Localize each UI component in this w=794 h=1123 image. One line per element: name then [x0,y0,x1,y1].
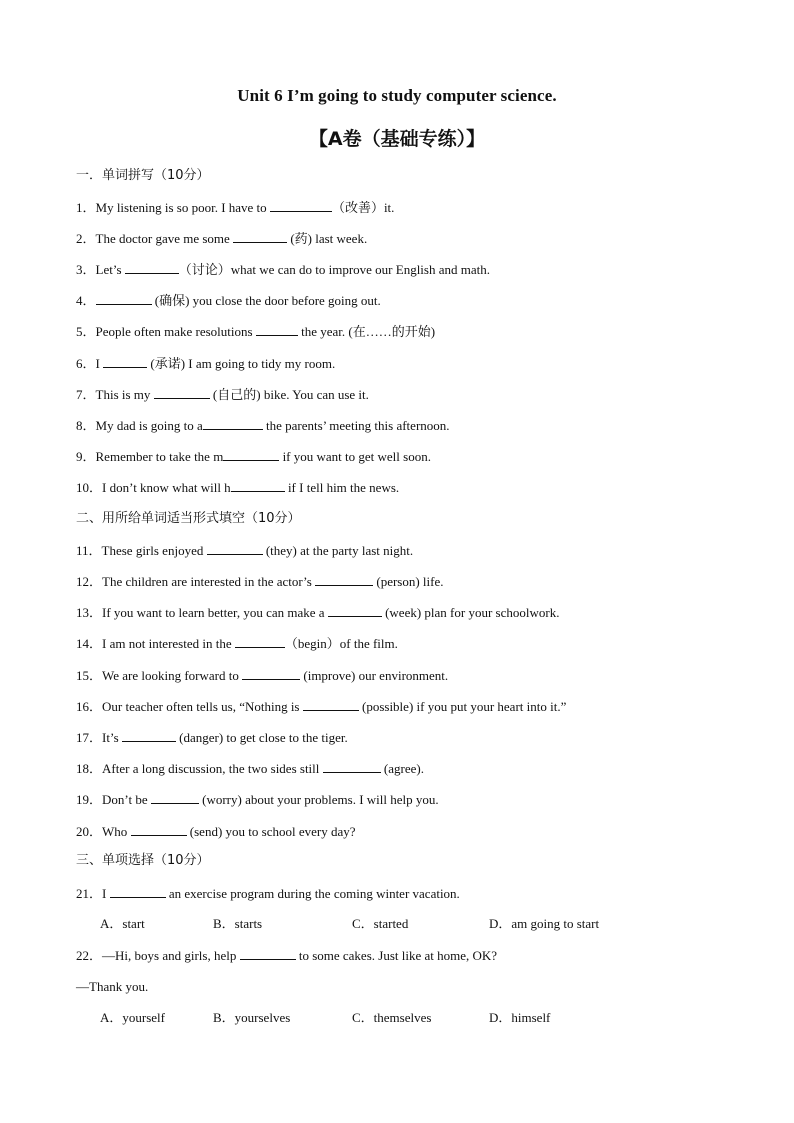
answer-blank[interactable] [235,635,285,648]
q21-option-b[interactable]: B．starts [213,916,263,931]
question-text-after: (承诺) I am going to tidy my room. [147,356,336,371]
question-number: 8． [76,418,96,433]
question-text-after: the year. (在……的开始) [297,324,436,339]
question-number: 22． [76,948,103,963]
answer-blank[interactable] [233,230,287,243]
question-text-before: These girls enjoyed [101,543,207,558]
answer-blank[interactable] [231,479,285,492]
q21-option-d[interactable]: D．am going to start [489,916,600,931]
section-heading-fill-in: 二、用所给单词适当形式填空（10分） [76,511,301,526]
q22-option-b[interactable]: B．yourselves [213,1010,291,1025]
answer-blank[interactable] [103,355,147,368]
question-text-before: If you want to learn better, you can make a [102,605,328,620]
question-number: 6． [76,356,96,371]
page-title: Unit 6 I’m going to study computer science. [237,86,557,105]
section-heading-multiple-choice: 三、单项选择（10分） [76,853,210,868]
question-text-after: (danger) to get close to the tiger. [175,730,348,745]
answer-blank[interactable] [323,760,381,773]
question-text-after: (send) you to school every day? [186,824,356,839]
answer-blank[interactable] [96,292,152,305]
q22-option-d[interactable]: D．himself [489,1010,551,1025]
q22-option-c[interactable]: C．themselves [352,1010,432,1025]
question-text-before: Don’t be [102,792,151,807]
question-text-after: (agree). [380,761,424,776]
q21-option-a[interactable]: A．start [100,916,145,931]
question-text-after: (they) at the party last night. [262,543,414,558]
question-5 [76,323,435,340]
question-text-after: (自己的) bike. You can use it. [209,387,369,402]
question-text-after: （begin）of the film. [284,636,398,651]
question-22 [76,947,497,964]
question-2 [76,230,367,247]
question-text-after: to some cakes. Just like at home, OK? [295,948,498,963]
question-21 [76,885,460,902]
question-text-before: The children are interested in the actor’s [102,574,316,589]
question-number: 2． [76,231,96,246]
answer-blank[interactable] [223,448,279,461]
question-text-after: (person) life. [373,574,444,589]
question-text-before: —Hi, boys and girls, help [102,948,240,963]
answer-blank[interactable] [328,604,382,617]
question-number: 18． [76,761,103,776]
question-number: 7． [76,387,96,402]
question-text-after: if I tell him the news. [284,480,400,495]
question-11 [76,542,413,559]
question-text-before: I [102,886,110,901]
question-text-after: （改善）it. [331,200,395,215]
question-number: 3． [76,262,96,277]
question-19 [76,791,439,808]
question-14 [76,635,398,652]
question-text-before: People often make resolutions [95,324,256,339]
question-text-after: the parents’ meeting this afternoon. [262,418,450,433]
question-text-before: My listening is so poor. I have to [95,200,270,215]
question-number: 19． [76,792,103,807]
question-text-before: Let’s [95,262,125,277]
answer-blank[interactable] [240,947,296,960]
question-text-before: I don’t know what will h [102,480,231,495]
question-15 [76,667,448,684]
question-number: 17． [76,730,103,745]
q22-reply: —Thank you. [76,979,149,994]
question-1 [76,199,394,216]
answer-blank[interactable] [125,261,179,274]
question-number: 21． [76,886,103,901]
question-number: 4． [76,293,96,308]
question-text-after: if you want to get well soon. [279,449,431,464]
question-text-before: After a long discussion, the two sides still [102,761,323,776]
question-number: 10． [76,480,103,495]
question-text-after: (确保) you close the door before going out. [151,293,381,308]
answer-blank[interactable] [131,823,187,836]
question-number: 20． [76,824,103,839]
question-13 [76,604,559,621]
question-text-before: This is my [95,387,154,402]
answer-blank[interactable] [207,542,263,555]
question-9 [76,448,431,465]
answer-blank[interactable] [256,323,298,336]
question-number: 14． [76,636,103,651]
question-8 [76,417,450,434]
answer-blank[interactable] [151,791,199,804]
q22-option-a[interactable]: A．yourself [100,1010,165,1025]
question-text-after: (improve) our environment. [300,668,449,683]
question-text-before: We are looking forward to [102,668,243,683]
answer-blank[interactable] [203,417,263,430]
question-18 [76,760,424,777]
question-text-after: (药) last week. [287,231,368,246]
answer-blank[interactable] [303,698,359,711]
question-text-after: （讨论）what we can do to improve our English and math. [178,262,490,277]
question-text-after: (week) plan for your schoolwork. [381,605,560,620]
question-number: 16． [76,699,103,714]
question-text-after: an exercise program during the coming winter vacation. [165,886,460,901]
question-number: 11． [76,543,102,558]
page-subtitle: 【A卷（基础专练）】 [308,128,486,150]
question-text-before: I am not interested in the [102,636,235,651]
question-6 [76,355,335,372]
question-text-before: My dad is going to a [95,418,203,433]
question-text-before: The doctor gave me some [95,231,234,246]
answer-blank[interactable] [270,199,332,212]
question-text-after: (worry) about your problems. I will help you. [198,792,439,807]
question-text-before: I [95,356,104,371]
question-number: 1． [76,200,96,215]
question-4 [76,292,381,309]
question-text-before: It’s [102,730,122,745]
question-17 [76,729,348,746]
section-heading-spelling: 一．单词拼写（10分） [76,168,210,183]
question-3 [76,261,490,278]
question-number: 9． [76,449,96,464]
question-number: 5． [76,324,96,339]
question-text-before: Remember to take the m [95,449,224,464]
question-12 [76,573,444,590]
question-20 [76,823,356,840]
q21-option-c[interactable]: C．started [352,916,409,931]
question-number: 13． [76,605,103,620]
answer-blank[interactable] [122,729,176,742]
answer-blank[interactable] [242,667,300,680]
question-number: 12． [76,574,103,589]
question-text-before: Who [102,824,131,839]
answer-blank[interactable] [110,885,166,898]
answer-blank[interactable] [315,573,373,586]
question-text-before: Our teacher often tells us, “Nothing is [102,699,303,714]
question-number: 15． [76,668,103,683]
answer-blank[interactable] [154,386,210,399]
question-text-after: (possible) if you put your heart into it.” [358,699,567,714]
question-16 [76,698,566,715]
question-10 [76,479,399,496]
question-7 [76,386,369,403]
